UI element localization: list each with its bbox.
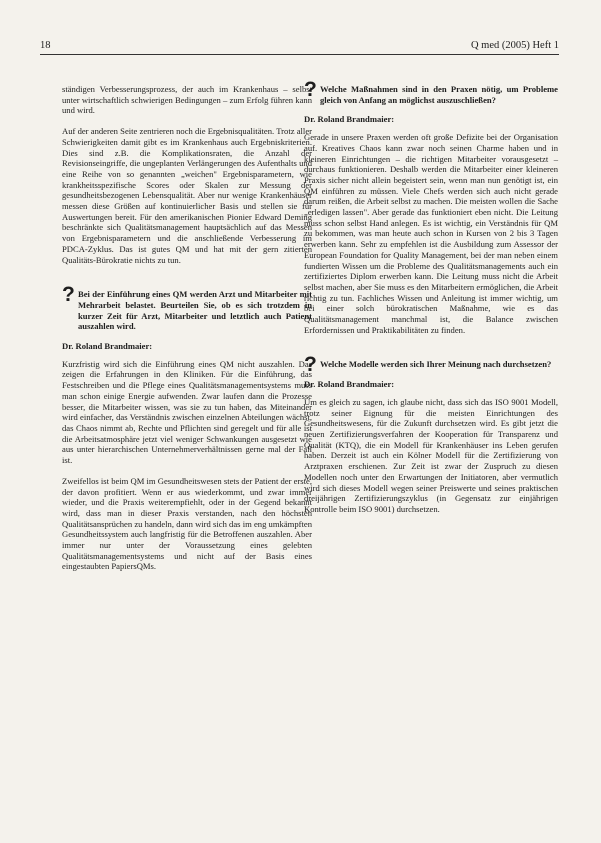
interview-question: [304, 78, 558, 105]
paragraph: Gerade in unsere Praxen werden oft große Defizite bei der Organisation auf. Kreatives Chaos kann zwar noch seinen Charme haben und in kleineren Einrichtungen – die richtigen Mitarbeiter vorausgesetzt – durchaus funktionieren. Deshalb werden die Mitarbeiter einer kleineren Praxis sicher nicht allein begeistert sein, wenn man nun genötigt ist, ein QM einführen zu müssen. Viele Chefs werden sich auch nicht gerade darum reißen, die Arbeit selbst zu machen. Die meisten wollen die Sache „erledigen lassen". Aber gerade das funktioniert eben nicht. Die Leitung muss schon selbst Hand anlegen. Es ist wichtig, ein Verständnis für QM zu bekommen, was man heute auch schon in Kursen von 2 bis 3 Tagen erwerben kann. Sehr zu empfehlen ist die Ausbildung zum Assessor der European Foundation for Quality Management, bei der man neben einem fundierten Wissen um die Probleme des Qualitätsmanagements auch ein zertifiziertes Diplom erwerben kann. Die Leitung muss nicht die Arbeit selbst machen, aber Sie muss es den Mitarbeitern ermöglichen, die Arbeit richtig zu tun. Fachliches Wissen und Anleitung ist immer wichtig, um bei einer solch bürokratischen Maßnahme, wie es das Qualitätsmanagement manchmal ist, die Balance zwischen Erfordernissen und Praktikabilitäten zu finden.: [304, 132, 558, 335]
paragraph: Um es gleich zu sagen, ich glaube nicht, dass sich das ISO 9001 Modell, trotz seiner Eignung für die meisten Einrichtungen des Gesundheitswesens, für die Zukunft durchsetzen wird. Es gibt jetzt die neuen Zertifizierungsverfahren der Kooperation für Transparenz und Qualität (KTQ), die ein Modell für Krankenhäuser ins Leben gerufen haben. Derzeit ist auch ein Kölner Modell für die Zertifizierung von Arztpraxen erschienen. Zur Zeit ist zwar der Zuspruch zu diesen Modellen noch unter den Erwartungen der Initiatoren, aber vermutlich wird sich dieses Modell wegen seiner Preiswerte und seines praktischen dreijährigen Zertifizierungszyklus (in Gegensatz zur einjährigen Kontrolle beim ISO 9001) durchsetzen.: [304, 396, 558, 514]
page-number: 18: [40, 40, 51, 51]
journal-reference: Q med (2005) Heft 1: [470, 40, 559, 51]
question-text: Welche Maßnahmen sind in den Praxen nötig, um Probleme gleich von Anfang an möglichst auszuschließen?: [320, 84, 558, 105]
spacer: [62, 275, 312, 289]
paragraph: Zweifellos ist beim QM im Gesundheitswesen stets der Patient der erste, der davon profitiert. Wenn er aus wiederkommt, und zwar immer wieder, und die Praxis weiterempfiehlt, oder in der Gegend bekannt wird, dass man in dieser Praxis verstanden, nach den höchsten Qualitätsansprüchen zu handeln, dann wird sich das im eng umkämpften Gesundheitssystem auch langfristig für die Betroffenen auszahlen. Aber immer nur unter der Voraussetzung eines gelebten Qualitätsmanagementsystems und nicht auf der Basis eines eingestaubten PapiersQMs.: [62, 475, 312, 572]
spacer: [304, 345, 558, 359]
interview-question: [304, 353, 558, 377]
right-column: [304, 78, 558, 525]
question-mark-icon: ?: [62, 283, 75, 307]
question-mark-icon: ?: [304, 78, 317, 101]
left-column: [62, 84, 312, 582]
header-rule: [40, 54, 559, 55]
paragraph: ständigen Verbesserungsprozess, der auch im Krankenhaus – selbst unter wirtschaftlich schwierigen Bedingungen – zum Erfolg führen kann und wird.: [62, 84, 312, 116]
paragraph: Kurzfristig wird sich die Einführung eines QM nicht auszahlen. Das zeigen die Erfahrungen in den Kliniken. Für die Einführung, das Festschreiben und die Pflege eines Qualitätsmanagementsystems muss man schon einige Energie aufwenden. Zwar laufen dann die Prozesse besser, die Mitarbeiter wissen, was sie zu tun haben, das Miteinander wird einfacher, das Verständnis zwischen einzelnen Abteilungen wächst, das Chaos nimmt ab, Rechte und Pflichten sind geregelt und für alle ist die Arbeitsatmosphäre jetzt viel weniger Schwankungen ausgesetzt wie aus unter hierarchischen Unternehmerverhältnissen gerne mal der Fall ist.: [62, 358, 312, 466]
answer-author: Dr. Roland Brandmaier:: [62, 341, 153, 352]
answer-author: Dr. Roland Brandmaier:: [304, 114, 395, 125]
question-text: Bei der Einführung eines QM werden Arzt und Mitarbeiter mit Mehrarbeit belastet. Beurteilen Sie, ob es sich trotzdem in kurzer Zeit für Arzt, Mitarbeiter und letztlich auch Patient auszahlen wird.: [78, 289, 312, 332]
question-text: Welche Modelle werden sich Ihrer Meinung nach durchsetzen?: [320, 359, 552, 370]
answer-author: Dr. Roland Brandmaier:: [304, 379, 395, 390]
question-mark-icon: ?: [304, 353, 317, 377]
paragraph: Auf der anderen Seite zentrieren noch die Ergebnisqualitäten. Trotz aller Schwierigkeiten damit gibt es im Krankenhaus auch Ergebniskriterien. Dies sind z.B. die Komplikationsraten, die Anzahl der Revisionseingriffe, die ungeplanten Verlängerungen des Aufenthalts und eine Reihe von so genannten „weichen" Ergebnisparametern, wie krankheitsspezifische Scores oder Skalen zur Messung der gesundheitsbezogenen Lebensqualität. Aber nur wenige Krankenhäuser messen diese Größen auf kontinuierlicher Basis und stellen sie für Auswertungen bereit. Für den amerikanischen Pionier Edward Deming beschränkte sich Qualitätsmanagement hauptsächlich auf das Messen von Ergebnisparametern und die anschließende Verbesserung im PDCA-Zyklus. Das ist gutes QM und hat mit der gern zitierten Qualitäts-Bürokratie nichts zu tun.: [62, 126, 312, 265]
interview-question: [62, 283, 312, 332]
